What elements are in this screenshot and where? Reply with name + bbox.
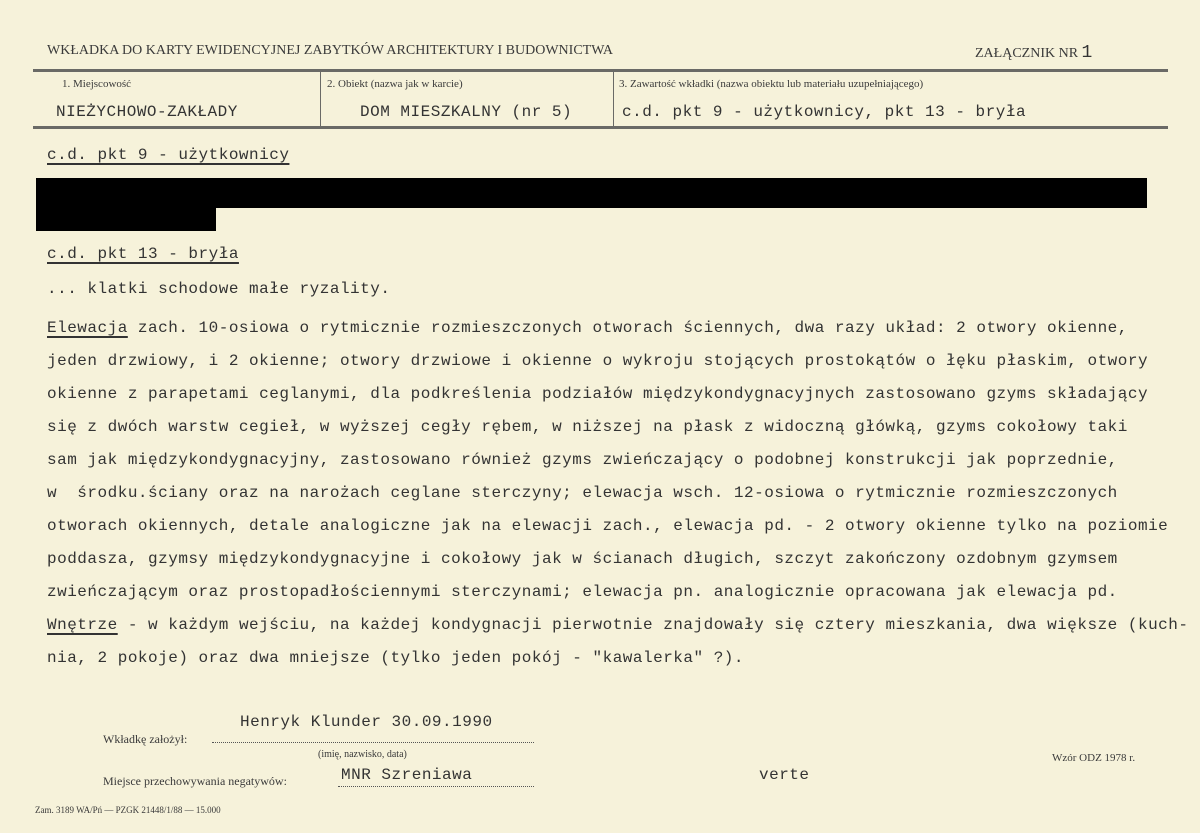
- text-line: sam jak międzykondygnacyjny, zastosowano również gzyms zwieńczający o podobnej konstrukcji jak poprzednie,: [47, 451, 1118, 469]
- redaction-bar: [36, 178, 1147, 208]
- text-line: okienne z parapetami ceglanymi, dla podkreślenia podziałów międzykondygnacyjnych zastosowano gzyms składający: [47, 385, 1149, 403]
- section13-heading: c.d. pkt 13 - bryła: [47, 245, 239, 263]
- negatives-label: Miejsce przechowywania negatywów:: [103, 774, 287, 788]
- content-label: 3. Zawartość wkładki (nazwa obiektu lub materiału uzupełniającego): [619, 78, 924, 90]
- text-line: otworach okiennych, detale analogiczne jak na elewacji zach., elewacja pd. - 2 otwory okienne tylko na poziomie: [47, 517, 1169, 535]
- text-line: [47, 609, 1188, 642]
- locality-label: 1. Miejscowość: [62, 78, 132, 90]
- section9-heading: c.d. pkt 9 - użytkownicy: [47, 146, 290, 164]
- text-span: zach. 10-osiowa o rytmicznie rozmieszczonych otworach ściennych, dwa razy układ: 2 otwory okienne,: [127, 319, 1128, 337]
- form-title: WKŁADKA DO KARTY EWIDENCYJNEJ ZABYTKÓW ARCHITEKTURY I BUDOWNICTWA: [47, 43, 613, 58]
- object-label: 2. Obiekt (nazwa jak w karcie): [327, 78, 463, 90]
- author-value: Henryk Klunder 30.09.1990: [240, 713, 493, 731]
- negatives-value: MNR Szreniawa: [341, 766, 473, 784]
- header-bottom-rule: [33, 126, 1168, 129]
- print-info: Zam. 3189 WA/Pń — PZGK 21448/1/88 — 15.000: [35, 805, 221, 815]
- text-line: się z dwóch warstw cegieł, w wyższej cegły rębem, w niższej na płask z widoczną główką, gzyms cokołowy taki: [47, 418, 1128, 436]
- verte: verte: [759, 766, 810, 784]
- column-divider: [613, 72, 614, 128]
- wnetrze-label: Wnętrze: [47, 616, 118, 634]
- locality-value: NIEŻYCHOWO-ZAKŁADY: [56, 103, 238, 121]
- text-line: nia, 2 pokoje) oraz dwa mniejsze (tylko jeden pokój - "kawalerka" ?).: [47, 649, 745, 667]
- elewacja-paragraph: [47, 312, 1188, 675]
- text-line: jeden drzwiowy, i 2 okienne; otwory drzwiowe i okienne o wykroju stojących prostokątów o łęku płaskim, otwory: [47, 352, 1149, 370]
- negatives-dotted-line: [338, 786, 534, 787]
- text-line: poddasza, gzymsy międzykondygnacyjne i cokołowy jak w ścianach długich, szczyt zakończony ozdobnym gzymsem: [47, 550, 1118, 568]
- annex-label-text: ZAŁĄCZNIK NR: [975, 46, 1079, 61]
- object-value: DOM MIESZKALNY (nr 5): [360, 103, 573, 121]
- annex-number: 1: [1081, 43, 1093, 63]
- author-hint: (imię, nazwisko, data): [318, 749, 407, 760]
- header-top-rule: [33, 69, 1168, 72]
- content-value: c.d. pkt 9 - użytkownicy, pkt 13 - bryła: [622, 103, 1027, 121]
- column-divider: [320, 72, 321, 126]
- text-line: [47, 312, 1188, 345]
- intro-line: ... klatki schodowe małe ryzality.: [47, 280, 391, 298]
- annex-label: [975, 43, 1093, 63]
- elewacja-label: Elewacja: [47, 319, 128, 337]
- template-note: Wzór ODZ 1978 r.: [1052, 752, 1136, 764]
- text-line: zwieńczającym oraz prostopadłościennymi sterczynami; elewacja pn. analogicznie opracowana jak elewacja pd.: [47, 583, 1118, 601]
- author-label: Wkładkę założył:: [103, 732, 188, 746]
- redaction-bar: [36, 207, 216, 231]
- text-line: w środku.ściany oraz na narożach ceglane sterczyny; elewacja wsch. 12-osiowa o rytmicznie rozmieszczonych: [47, 484, 1118, 502]
- author-dotted-line: [212, 742, 534, 743]
- text-span: - w każdym wejściu, na każdej kondygnacji pierwotnie znajdowały się cztery mieszkania, dwa większe (kuch-: [117, 616, 1189, 634]
